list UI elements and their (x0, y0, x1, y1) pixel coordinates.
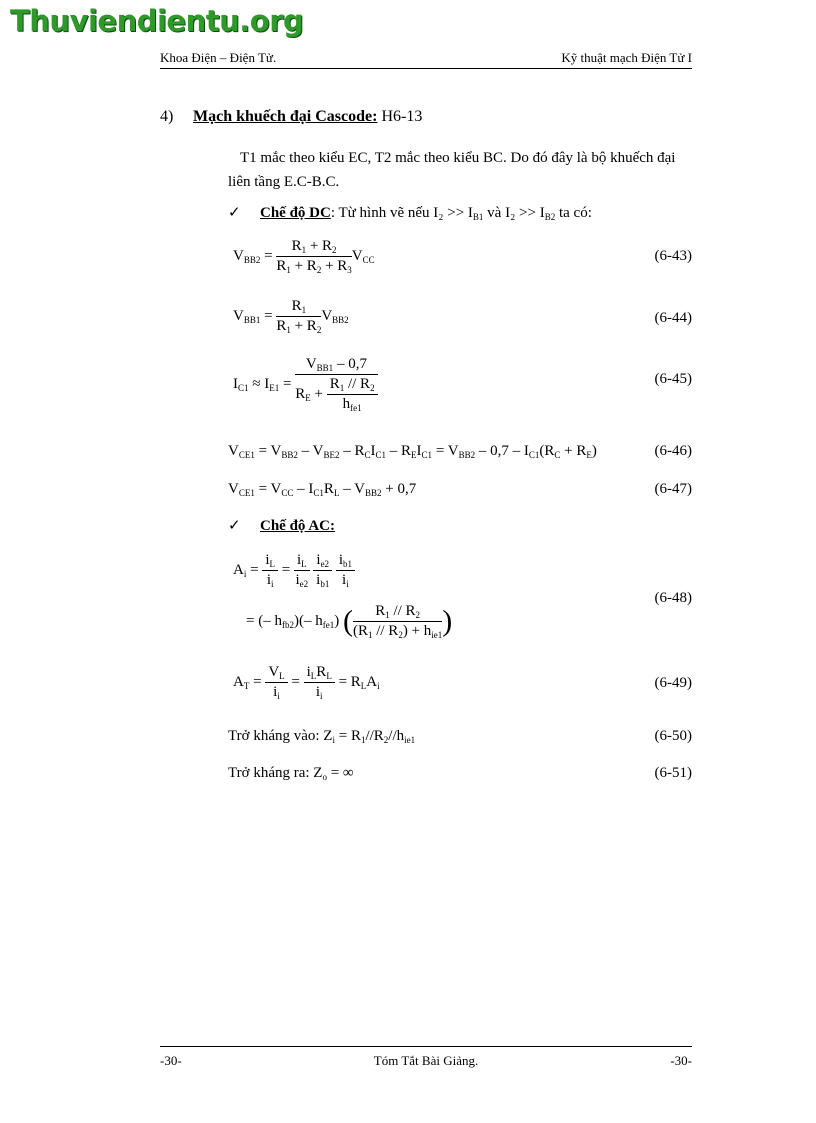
equation-number: (6-47) (654, 481, 692, 497)
section-number: 4) (160, 108, 174, 125)
equation-6-43: $V_{BB2}$ = $\frac{R_1 + R_2}{R_1 + R_2 + R_3}$ $V_{CC}$ (233, 238, 375, 275)
section-title: Mạch khuếch đại Cascode: H6-13 (193, 108, 423, 125)
site-logo: Thuviendientu.org (10, 4, 304, 38)
intro-paragraph: T1 mắc theo kiểu EC, T2 mắc theo kiểu BC. Do đó đây là bộ khuếch đại liên tầng E.C-B.C. (228, 150, 676, 190)
footer-center: Tóm Tắt Bài Giảng. (373, 1053, 479, 1068)
equation-6-51: Trở kháng ra: $Z_o$ = ∞ (228, 765, 354, 782)
header-right: Kỹ thuật mạch Điện Tử I (561, 50, 692, 65)
ac-mode-line: ✓ Chế độ AC: (228, 518, 336, 534)
equation-number: (6-48) (654, 590, 692, 606)
equation-6-46: $V_{CE1} = V_{BB2} - V_{BE2} - R_CI_{C1} - R_EI_{C1} = V_{BB2} - 0,7 - I_{C1}(R_C + R_E)$ (228, 443, 597, 460)
footer-right: -30- (670, 1053, 692, 1068)
equation-number: (6-44) (654, 310, 692, 326)
dc-mode-line: ✓ Chế độ DC: Từ hình vẽ nếu $I_2 >> I_{B1}$ và $I_2 >> I_{B2}$ ta có: (228, 205, 592, 222)
page-header (160, 50, 692, 69)
equation-6-45: $I_{C1} \approx I_{E1}$ = $V_{BB1} - 0,7$ $R_E$ + $\frac{R_1 // R_2}{h_{fe1}}$ (233, 356, 378, 413)
equation-6-44: $V_{BB1}$ = $\frac{R_1}{R_1 + R_2}$ $V_{BB2}$ (233, 298, 349, 335)
page-footer (160, 1046, 692, 1069)
header-left: Khoa Điện – Điện Tử. (160, 50, 277, 65)
equation-number: (6-43) (654, 248, 692, 264)
equation-number: (6-49) (654, 675, 692, 691)
equation-6-48: $A_i$ = $\frac{i_L}{i_i}$ = $\frac{i_L}{i_{e2}}$ $\frac{i_{e2}}{i_{b1}}$ $\frac{i_{b1}}{i_i}$ (233, 552, 355, 589)
footer-left: -30- (160, 1053, 182, 1068)
equation-number: (6-51) (654, 765, 692, 781)
equation-6-48-line2: = (– $h_{fb2})(-$ $h_{fe1}$) ( $\frac{R_1 // R_2}{(R_1 // R_2) + h_{ie1}}$ ) (246, 603, 453, 640)
check-icon: ✓ (228, 518, 241, 534)
check-icon: ✓ (228, 205, 241, 221)
equation-number: (6-50) (654, 728, 692, 744)
equation-6-47: $V_{CE1} = V_{CC} - I_{C1}R_L - V_{BB2} + 0,7$ (228, 481, 417, 498)
equation-6-50: Trở kháng vào: $Z_i = R_1//R_2//h_{ie1}$ (228, 728, 416, 745)
equation-6-49: $A_T$ = $\frac{V_L}{i_i}$ = $\frac{i_LR_L}{i_i}$ = $R_LA_i$ (233, 664, 380, 701)
equation-number: (6-46) (654, 443, 692, 459)
equation-number: (6-45) (654, 371, 692, 387)
section-heading (160, 108, 423, 126)
